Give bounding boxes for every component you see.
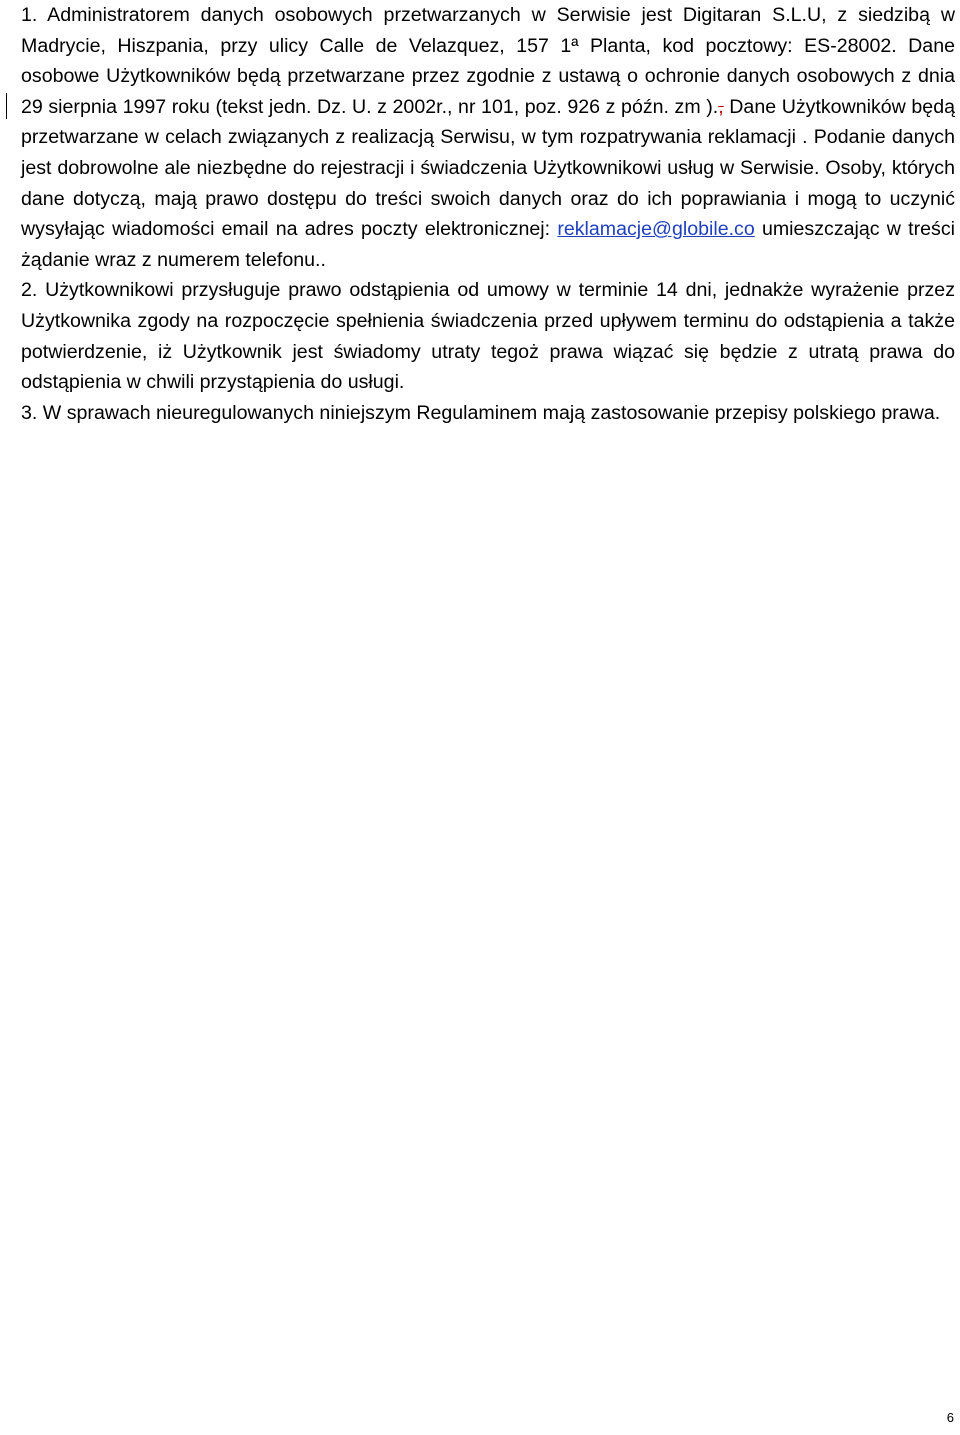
list-item-text: W sprawach nieuregulowanych niniejszym Regulaminem mają zastosowanie przepisy polskiego prawa. xyxy=(42,401,941,424)
list-item-text: Użytkownikowi przysługuje prawo odstąpienia od umowy w terminie 14 dni, jednakże wyrażenie przez Użytkownika zgody na rozpoczęcie spełnienia świadczenia przed upływem terminu do odstąpienia a także potwierdzenie, iż Użytkownik jest świadomy utraty tegoż prawa wiązać się będzie z utratą prawa do odstąpienia w chwili przystąpienia do usługi. xyxy=(21,279,955,394)
list-item-number: 1. xyxy=(21,4,38,26)
list-item-1 xyxy=(21,0,955,275)
list-item-3 xyxy=(21,398,955,429)
document-body xyxy=(21,0,955,428)
revision-change-bar xyxy=(6,93,7,119)
list-item-text-end: umieszczając w treści żądanie wraz z numerem telefonu.. xyxy=(21,218,955,271)
list-item-number: 3. xyxy=(21,401,38,424)
list-item-2 xyxy=(21,275,955,397)
list-item-text: Administratorem danych osobowych przetwarzanych w Serwisie jest Digitaran S.L.U, z siedzibą w Madrycie, Hiszpania, przy ulicy Calle de Velazquez, 157 1ª Planta, kod pocztowy: ES-28002. Dane osobowe Użytkowników będą przetwarzane przez zgodnie z ustawą o ochronie danych osobowych z dnia 29 sierpnia 1997 roku (tekst jedn. Dz. U. z 2002r., nr 101, poz. 926 z późn. zm ). xyxy=(21,4,955,118)
list-item-text-continued: Dane Użytkowników będą przetwarzane w celach związanych z realizacją Serwisu, w tym rozpatrywania reklamacji . Podanie danych jest dobrowolne ale niezbędne do rejestracji i świadczenia Użytkownikowi usług w Serwisie. Osoby, których dane dotyczą, mają prawo dostępu do treści swoich danych oraz do ich poprawiania i mogą to uczynić wysyłając wiadomości email na adres poczty elektronicznej: xyxy=(21,95,955,241)
page-number: 6 xyxy=(946,1410,954,1425)
tracked-deletion: , xyxy=(718,95,724,118)
list-item-number: 2. xyxy=(21,279,38,302)
email-link[interactable]: reklamacje@globile.co xyxy=(557,218,755,241)
